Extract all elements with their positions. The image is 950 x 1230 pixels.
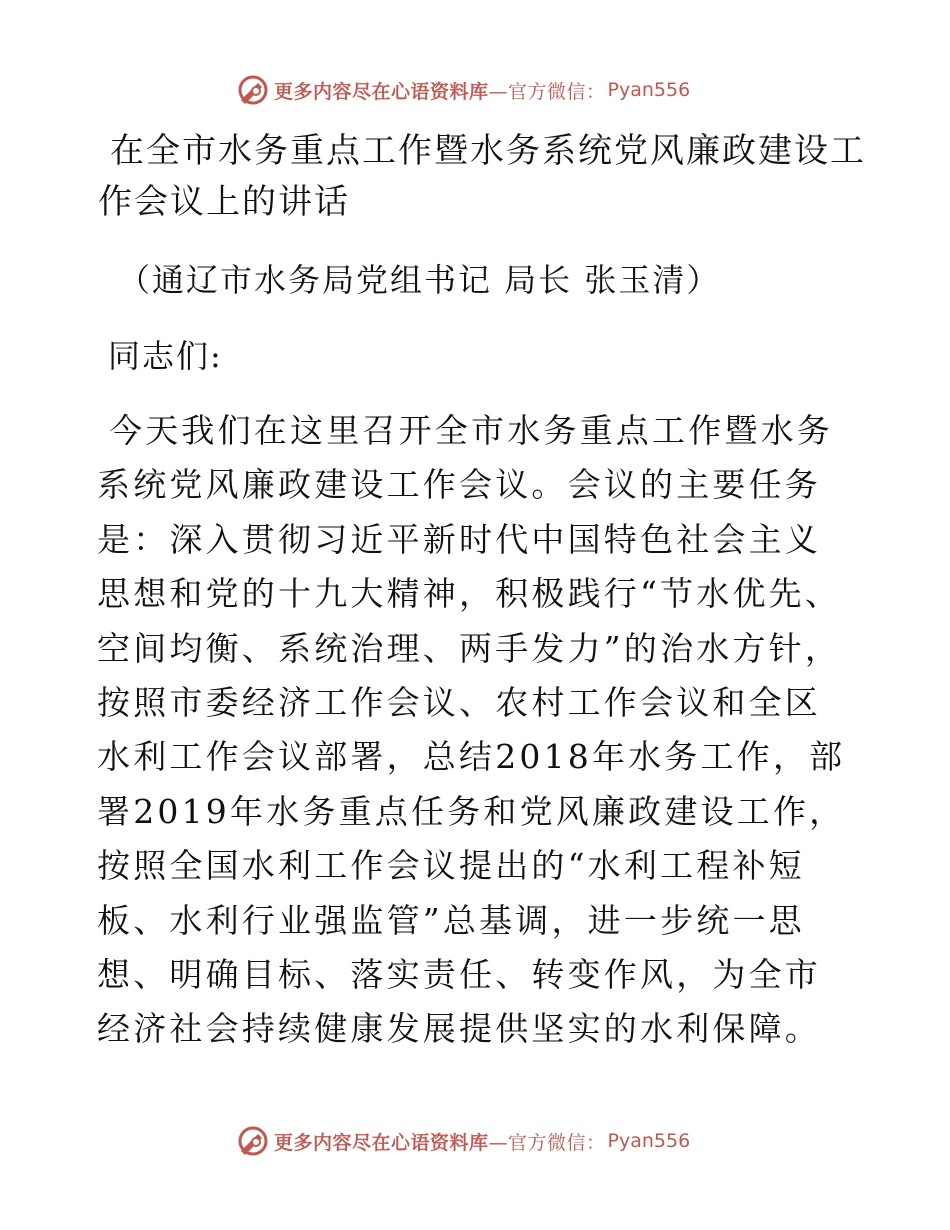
watermark-side-text: —官方微信： — [488, 1131, 606, 1154]
document-paragraph: 今天我们在这里召开全市水务重点工作暨水务系统党风廉政建设工作会议。会议的主要任务是：深入贯彻习近平新时代中国特色社会主义思想和党的十九大精神，积极践行“节水优先、空间均衡、系统治理、两手发力”的治水方针，按照市委经济工作会议、农村工作会议和全区水利工作会议部署，总结2018年水务工作，部署2019年水务重点任务和党风廉政建设工作，按照全国水利工作会议提出的“水利工程补短板、水利行业强监管”总基调，进一步统一思想、明确目标、落实责任、转变作风，为全市经济社会持续健康发展提供坚实的水利保障。 — [97, 411, 846, 1049]
pen-logo-icon — [236, 1124, 270, 1158]
header-watermark — [236, 73, 690, 107]
watermark-main-text: 更多内容尽在心语资料库 — [274, 1131, 489, 1154]
watermark-wechat-id: Pyan556 — [607, 79, 691, 101]
document-title-text: 在全市水务重点工作暨水务系统党风廉政建设工作会议上的讲话 — [98, 131, 866, 222]
footer-watermark — [236, 1124, 690, 1158]
watermark-main-text: 更多内容尽在心语资料库 — [274, 80, 489, 103]
document-salutation: 同志们: — [108, 337, 223, 375]
document-byline: （通辽市水务局党组书记 局长 张玉清） — [118, 261, 721, 299]
watermark-side-text: —官方微信： — [488, 80, 606, 103]
watermark-wechat-id: Pyan556 — [607, 1130, 691, 1152]
document-title — [98, 126, 868, 228]
pen-logo-icon — [236, 73, 270, 107]
